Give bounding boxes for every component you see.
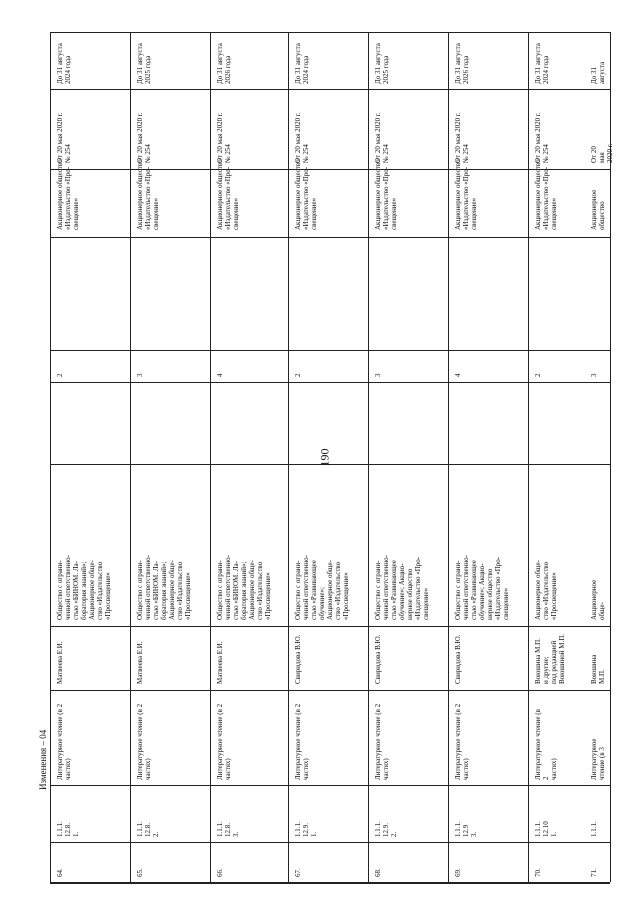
row-70-authors: Воюшина М.П. и другие; под редакцией Воюшиной М.П.: [534, 633, 566, 684]
row-69-index: 69.: [454, 868, 462, 877]
row-67-title: Литературное чтение (в 2 частях): [294, 703, 310, 780]
row-65-index: 65.: [136, 868, 144, 877]
row-71-owner: Акционерное общество: [590, 189, 606, 230]
row-70-title: Литературное чтение (в 2 частях): [534, 709, 558, 780]
row-67-authors: Свиридова В.Ю.: [294, 634, 302, 684]
row-68-grade: 3: [374, 373, 382, 377]
row-71-publisher: Акционерное обще-: [590, 579, 606, 620]
row-66-code: 1.1.1. 12.8. 3.: [216, 821, 240, 837]
row-68-publisher: Общество с ограни- ченной ответственно- стью «Развивающее обучение»; Акцио- нерное общество «Издательство «Про- свещение»: [374, 555, 430, 620]
row-68-title: Литературное чтение (в 2 частях): [374, 703, 390, 780]
row-64-owner: Акционерное общество «Издательство «Про- свещение»: [56, 159, 80, 230]
row-68-owner: Акционерное общество «Издательство «Про- свещение»: [374, 159, 398, 230]
row-69-order: От 20 мая 2020 г. № 254: [454, 112, 470, 163]
row-66-grade: 4: [216, 373, 224, 377]
row-64-code: 1.1.1. 12.8. 1.: [56, 821, 80, 837]
row-64-index: 64.: [56, 868, 64, 877]
row-70-grade: 2: [534, 373, 542, 377]
row-68-order: От 20 мая 2020 г. № 254: [374, 112, 390, 163]
row-64-order: От 20 мая 2020 г. № 254: [56, 112, 72, 163]
footer-note: Изменения – 04: [38, 729, 48, 790]
row-70-code: 1.1.1. 12.10 1.: [534, 821, 558, 837]
row-70-publisher: Акционерное обще- ство «Издательство «Просвещение»: [534, 560, 558, 620]
row-71-order: От 20 мая 2020 г.: [590, 143, 614, 163]
row-67-publisher: Общество с ограни- ченной ответственно- стью «Развивающее обучение»; Акционерное обще- ство «Издательство «Просвещение»: [294, 555, 350, 620]
row-69-grade: 4: [454, 373, 462, 377]
row-64-grade: 2: [56, 373, 64, 377]
row-64-title: Литературное чтение (в 2 частях): [56, 703, 72, 780]
row-71-code: 1.1.1.: [590, 821, 598, 837]
row-67-grade: 2: [294, 373, 302, 377]
row-68-index: 68.: [374, 868, 382, 877]
row-66-order: От 20 мая 2020 г. № 254: [216, 112, 232, 163]
row-65-authors: Матвеева Е.И.: [136, 641, 144, 684]
rotated-table: [50, 32, 614, 882]
row-69-until: До 31 августа 2026 года: [454, 43, 470, 84]
row-68-until: До 31 августа 2025 года: [374, 43, 390, 84]
row-65-code: 1.1.1. 12.8. 2.: [136, 821, 160, 837]
row-67-order: От 20 мая 2020 г. № 254: [294, 112, 310, 163]
row-64-authors: Матвеева Е.И.: [56, 641, 64, 684]
row-65-owner: Акционерное общество «Издательство «Про- свещение»: [136, 159, 160, 230]
row-66-index: 66.: [216, 868, 224, 877]
row-70-order: От 20 мая 2020 г. № 254: [534, 112, 550, 163]
row-64-publisher: Общество с ограни- ченной ответственно- стью «БИНОМ. Ла- боратория знаний»; Акционерное обще- ство «Издательство «Просвещение»: [56, 555, 112, 620]
row-71-index: 71.: [590, 868, 598, 877]
row-71-grade: 3: [590, 373, 598, 377]
row-71-authors: Воюшина М.П.: [590, 654, 606, 684]
row-68-authors: Свиридова В.Ю.: [374, 634, 382, 684]
row-69-owner: Акционерное общество «Издательство «Про- свещение»: [454, 159, 478, 230]
row-69-title: Литературное чтение (в 2 частях): [454, 703, 470, 780]
row-66-authors: Матвеева Е.И.: [216, 641, 224, 684]
row-66-owner: Акционерное общество «Издательство «Про- свещение»: [216, 159, 240, 230]
row-71-until: До 31 августа: [590, 61, 606, 84]
row-71-title: Литературное чтение (в 3: [590, 738, 606, 780]
row-70-owner: Акционерное общество «Издательство «Про- свещение»: [534, 159, 558, 230]
row-65-until: До 31 августа 2025 года: [136, 43, 152, 84]
row-65-order: От 20 мая 2020 г. № 254: [136, 112, 152, 163]
row-67-code: 1.1.1. 12.9. 1.: [294, 821, 318, 837]
row-65-title: Литературное чтение (в 2 частях): [136, 703, 152, 780]
row-65-grade: 3: [136, 373, 144, 377]
row-66-publisher: Общество с ограни- ченной ответственно- стью «БИНОМ. Ла- боратория знаний»; Акционерное обще- ство «Издательство «Просвещение»: [216, 555, 272, 620]
row-66-title: Литературное чтение (в 2 частях): [216, 703, 232, 780]
row-67-index: 67.: [294, 868, 302, 877]
row-69-authors: Свиридова В.Ю.: [454, 634, 462, 684]
row-68-code: 1.1.1. 12.9. 2.: [374, 821, 398, 837]
row-69-code: 1.1.1. 12.9 3.: [454, 821, 478, 837]
row-64-until: До 31 августа 2024 года: [56, 43, 72, 84]
row-70-index: 70.: [534, 868, 542, 877]
row-69-publisher: Общество с ограни- ченной ответственно- стью «Развивающее обучение»; Акцио- нерное общество «Издательство «Про- свещение»: [454, 555, 510, 620]
row-67-owner: Акционерное общество «Издательство «Про- свещение»: [294, 159, 318, 230]
row-70-until: До 31 августа 2024 года: [534, 43, 550, 84]
row-67-until: До 31 августа 2024 года: [294, 43, 310, 84]
page-number: 190: [317, 448, 332, 467]
row-66-until: До 31 августа 2026 года: [216, 43, 232, 84]
row-65-publisher: Общество с ограни- ченной ответственно- стью «БИНОМ. Ла- боратория знаний»; Акционерное обще- ство «Издательство «Просвещение»: [136, 555, 192, 620]
